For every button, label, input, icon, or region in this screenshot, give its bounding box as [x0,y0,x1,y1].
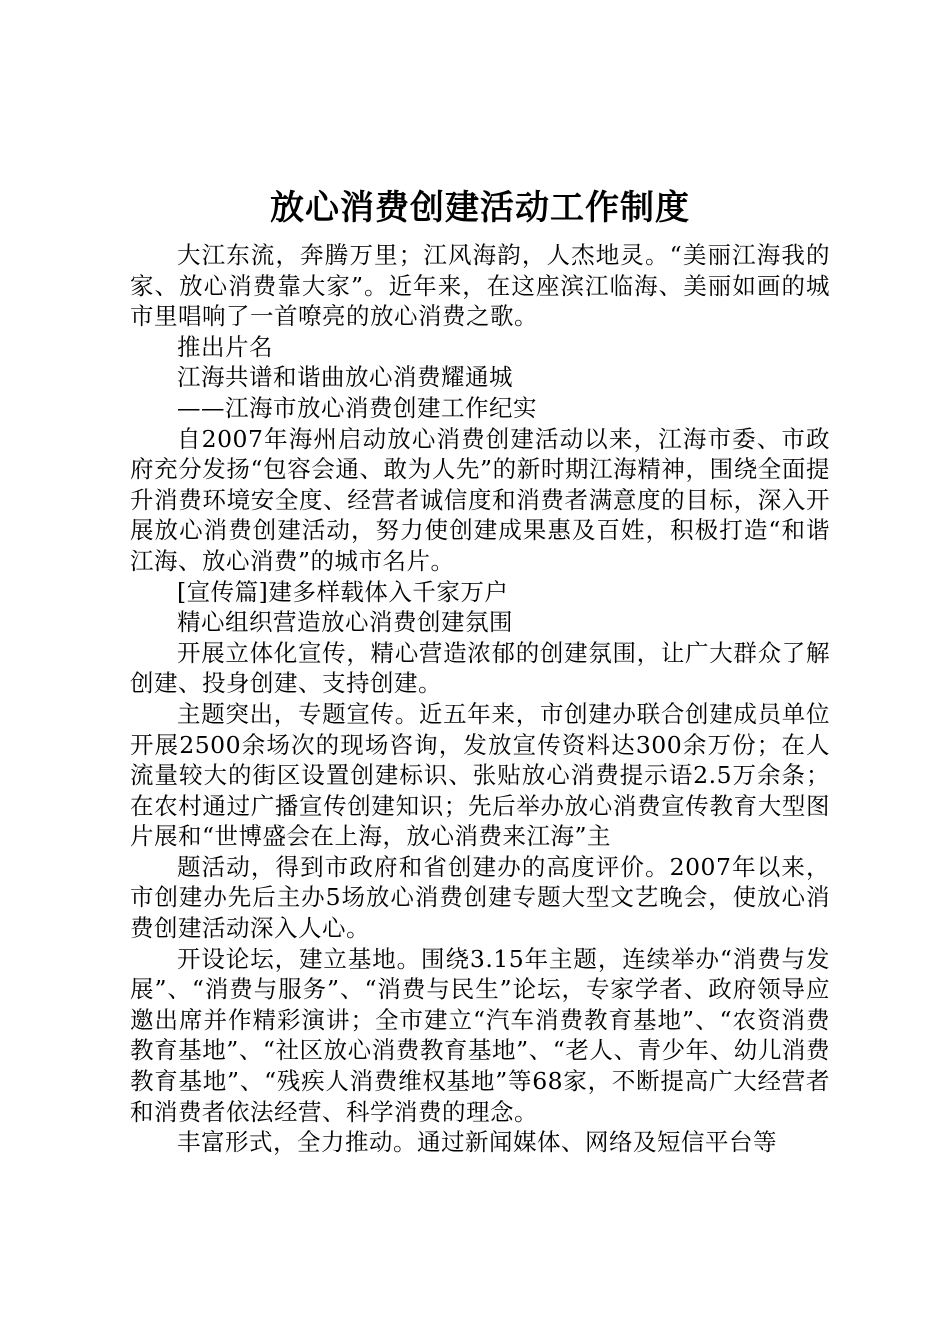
theme-activity-paragraph: 题活动，得到市政府和省创建办的高度评价。2007年以来，市创建办先后主办5场放心消费创建专题大型文艺晚会，使放心消费创建活动深入人心。 [130,852,830,943]
document-page [130,180,830,1158]
document-title: 放心消费创建活动工作制度 [270,188,690,228]
intro-paragraph: 大江东流，奔腾万里；江风海韵，人杰地灵。“美丽江海我的家、放心消费靠大家”。近年来，在这座滨江临海、美丽如画的城市里唱响了一首嘹亮的放心消费之歌。 [130,241,830,331]
film-title-label: 推出片名 [177,332,273,361]
film-title: 江海共谱和谐曲放心消费耀通城 [177,363,513,392]
section-heading-publicity: [宣传篇]建多样载体入千家万户 [177,577,509,606]
rich-forms-paragraph: 丰富形式，全力推动。通过新闻媒体、网络及短信平台等 [177,1128,777,1157]
background-paragraph: 自2007年海州启动放心消费创建活动以来，江海市委、市政府充分发扬“包容会通、敢为人先”的新时期江海精神，围绕全面提升消费环境安全度、经营者诚信度和消费者满意度的目标，深入开展放心消费创建活动，努力使创建成果惠及百姓，积极打造“和谐江海、放心消费”的城市名片。 [130,424,830,575]
theme-publicity-paragraph: 主题突出，专题宣传。近五年来，市创建办联合创建成员单位开展2500余场次的现场咨询，发放宣传资料达300余万份；在人流量较大的街区设置创建标识、张贴放心消费提示语2.5万余条；在农村通过广播宣传创建知识；先后举办放心消费宣传教育大型图片展和“世博盛会在上海，放心消费来江海”主 [130,699,830,851]
film-subtitle: ——江海市放心消费创建工作纪实 [177,393,537,422]
publicity-overview-paragraph: 开展立体化宣传，精心营造浓郁的创建氛围，让广大群众了解创建、投身创建、支持创建。 [130,638,830,698]
section-subheading: 精心组织营造放心消费创建氛围 [177,608,513,637]
forum-base-paragraph: 开设论坛，建立基地。围绕3.15年主题，连续举办“消费与发展”、“消费与服务”、“消费与民生”论坛，专家学者、政府领导应邀出席并作精彩演讲；全市建立“汽车消费教育基地”、“农资消费教育基地”、“社区放心消费教育基地”、“老人、青少年、幼儿消费教育基地”、“残疾人消费维权基地”等68家，不断提高广大经营者和消费者依法经营、科学消费的理念。 [130,944,830,1126]
